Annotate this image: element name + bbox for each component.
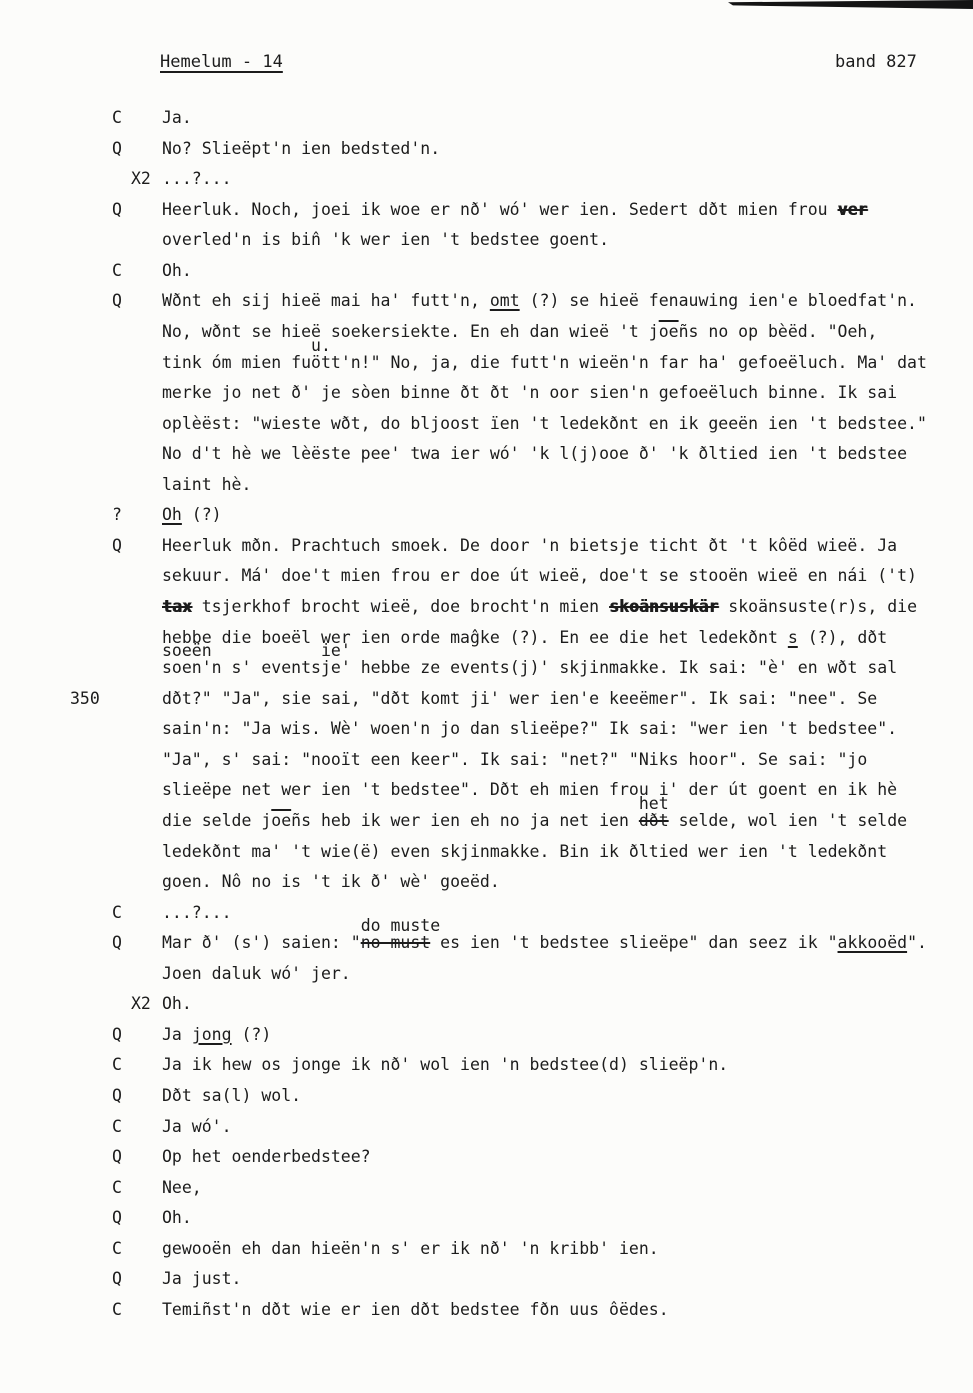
transcript-line xyxy=(0,623,973,654)
text-segment-plain: No d't hè we lèëste pee' twa ier wó' 'k l(j)ooe ð' 'k ðltied ien 't bedstee xyxy=(162,444,908,464)
transcript-line xyxy=(0,531,973,562)
transcript-line xyxy=(0,225,973,256)
text-segment xyxy=(291,811,639,830)
line-text xyxy=(0,409,973,440)
line-text xyxy=(0,592,973,623)
line-text xyxy=(0,103,973,134)
text-segment xyxy=(162,139,440,158)
speaker-label: Q xyxy=(112,933,122,953)
text-segment xyxy=(271,811,291,830)
line-text xyxy=(0,1173,973,1204)
text-segment xyxy=(162,1025,192,1044)
speaker-label: C xyxy=(112,1055,122,1075)
text-segment-plain: sain'n: "Ja wis. Wè' woen'n jo dan slieëpe?" Ik sai: "wer ien 't bedstee". xyxy=(162,719,898,739)
text-segment-plain: ...?... xyxy=(162,902,232,922)
speaker-label: X2 xyxy=(131,994,151,1014)
transcript-line xyxy=(0,1295,973,1326)
text-segment-strike: dðt xyxy=(638,810,669,830)
transcript-line xyxy=(0,684,973,715)
line-text xyxy=(0,916,973,959)
text-segment-plain: goen. Nô no is 't ik ð' wè' goeëd. xyxy=(162,872,500,892)
speaker-label: Q xyxy=(112,1269,122,1289)
transcript-line xyxy=(0,103,973,134)
text-segment-plain: Joen daluk wó' jer. xyxy=(162,963,351,983)
transcript-body xyxy=(0,103,973,1326)
transcript-line xyxy=(0,1081,973,1112)
transcript-line xyxy=(0,989,973,1020)
transcript-line xyxy=(0,775,973,806)
transcript-line xyxy=(0,745,973,776)
transcript-line xyxy=(0,837,973,868)
text-segment-plain: gewooën eh dan hieën'n s' er ik nð' 'n kribb' ien. xyxy=(162,1238,659,1258)
speaker-label: ? xyxy=(112,505,122,525)
text-segment xyxy=(232,1025,272,1044)
text-segment xyxy=(162,872,500,891)
speaker-label: Q xyxy=(112,1086,122,1105)
line-text xyxy=(0,531,973,562)
line-text xyxy=(0,1020,973,1051)
text-segment xyxy=(659,322,679,341)
text-segment-plain: selde, wol ien 't selde xyxy=(668,810,908,830)
speaker-label: X2 xyxy=(131,169,151,189)
speaker-label: Q xyxy=(112,1147,122,1167)
text-segment xyxy=(162,566,917,585)
text-segment xyxy=(351,658,897,677)
text-segment-o: $\overline{oe}$ xyxy=(658,321,679,341)
interlinear-correction: het xyxy=(638,793,669,813)
text-segment-plain: Op het oenderbedstee? xyxy=(162,1147,371,1167)
transcript-line xyxy=(0,867,973,898)
interlinear-correction: u. xyxy=(311,335,331,355)
line-text xyxy=(0,684,973,715)
text-segment-plain: Ja xyxy=(162,1024,192,1044)
transcript-line xyxy=(0,592,973,623)
text-segment xyxy=(162,383,897,402)
line-text xyxy=(0,959,973,990)
line-text xyxy=(0,1081,973,1112)
text-segment-plain: Dðt sa(l) wol. xyxy=(162,1086,302,1105)
text-segment xyxy=(788,628,798,647)
text-segment-xout: skoänsuskär xyxy=(609,597,719,616)
text-segment-plain: (?) xyxy=(181,505,222,525)
text-segment xyxy=(162,169,232,188)
text-segment-plain: "Ja", s' sai: "nooït een keer". Ik sai: "net?" "Niks hoor". Se sai: "jo xyxy=(162,749,868,769)
speaker-label: Q xyxy=(112,1024,122,1044)
text-segment-plain: (?), dðt xyxy=(797,627,888,647)
line-text xyxy=(0,256,973,287)
speaker-label: C xyxy=(112,902,122,922)
text-segment xyxy=(162,628,788,647)
speaker-label: C xyxy=(112,1116,122,1136)
text-segment-strike: no must xyxy=(360,933,431,953)
text-segment-plain: slieëpe net wer ien 't bedstee". Dðt eh mien frou i' der út goent en ik hè xyxy=(162,780,898,800)
transcript-line xyxy=(0,286,973,317)
speaker-label: C xyxy=(112,1238,122,1258)
text-segment xyxy=(182,505,222,524)
transcript-line xyxy=(0,898,973,929)
text-segment-u: jong xyxy=(191,1024,232,1044)
line-text xyxy=(0,1234,973,1265)
text-segment-plain: es ien 't bedstee slieëpe" dan seez ik " xyxy=(430,933,838,953)
text-segment-plain: tsjerkhof brocht wieë, doe brocht'n mien xyxy=(191,597,610,616)
page-header xyxy=(0,52,973,76)
line-text xyxy=(0,623,973,654)
text-segment xyxy=(192,597,609,616)
text-segment-plain: Ja. xyxy=(162,108,192,127)
page-title: Hemelum - 14 xyxy=(160,52,283,72)
speaker-label: Q xyxy=(112,535,122,555)
text-segment-plain: die selde j xyxy=(162,810,272,830)
text-segment-plain: skoänsuste(r)s, die xyxy=(718,597,918,616)
text-segment xyxy=(162,1239,659,1258)
text-segment-plain: hebbe die boeël wer ien orde maĝke (?). En ee die het ledekðnt xyxy=(162,627,788,647)
text-segment xyxy=(162,1269,241,1288)
transcript-line xyxy=(0,256,973,287)
line-text xyxy=(0,561,973,592)
text-segment xyxy=(162,536,897,555)
transcript-line xyxy=(0,1234,973,1265)
speaker-label: C xyxy=(112,1177,122,1197)
text-segment xyxy=(162,641,222,678)
text-segment-plain: soen'n xyxy=(162,658,222,678)
text-segment xyxy=(162,750,867,769)
text-segment-plain: Wðnt eh sij hieë mai ha' futt'n, xyxy=(162,291,490,311)
transcript-line xyxy=(0,470,973,501)
text-segment xyxy=(718,597,917,616)
text-segment xyxy=(162,444,907,463)
transcript-line xyxy=(0,1050,973,1081)
line-text xyxy=(0,1050,973,1081)
text-segment xyxy=(162,1086,301,1105)
transcript-line xyxy=(0,335,973,379)
transcript-line xyxy=(0,1264,973,1295)
text-segment-plain: hebbe ze events(j)' skjinmakke. Ik sai: "è' en wðt sal xyxy=(350,658,898,678)
text-segment xyxy=(430,933,837,952)
text-segment-plain: Oh. xyxy=(162,1208,192,1228)
transcript-line xyxy=(0,500,973,531)
text-segment xyxy=(162,108,192,127)
transcript-line xyxy=(0,378,973,409)
line-text xyxy=(0,641,973,684)
text-segment-plain: ñs heb ik wer ien eh no ja net ien xyxy=(291,810,639,830)
text-segment xyxy=(838,933,908,952)
line-text xyxy=(0,470,973,501)
line-text xyxy=(0,793,973,837)
text-segment-plain: ñs no op bèëd. "Oeh, xyxy=(678,321,878,341)
margin-line-number: 350 xyxy=(70,688,100,708)
text-segment xyxy=(381,353,927,372)
text-segment xyxy=(162,1300,669,1319)
text-segment-plain: No? Slieëpt'n ien bedsted'n. xyxy=(162,138,441,158)
text-segment xyxy=(907,933,927,952)
transcript-line xyxy=(0,439,973,470)
text-segment xyxy=(162,1178,202,1197)
text-segment-plain: je' xyxy=(320,658,351,678)
line-text xyxy=(0,867,973,898)
text-segment xyxy=(162,964,351,983)
text-segment-plain: Oh. xyxy=(162,994,192,1014)
text-segment xyxy=(162,597,192,616)
text-segment-plain: ött'n!" xyxy=(311,352,381,372)
line-text xyxy=(0,1264,973,1295)
text-segment xyxy=(162,230,609,249)
text-segment xyxy=(162,322,659,341)
transcript-line xyxy=(0,959,973,990)
text-segment xyxy=(520,291,917,310)
text-segment-plain: tink óm mien fu xyxy=(162,352,312,372)
text-segment-xout: tax xyxy=(162,597,192,616)
text-segment xyxy=(669,811,907,830)
transcript-line xyxy=(0,916,973,959)
transcript-line xyxy=(0,1142,973,1173)
interlinear-correction: do muste xyxy=(360,916,441,936)
transcript-line xyxy=(0,164,973,195)
speaker-label: Q xyxy=(112,199,122,219)
line-text xyxy=(0,1295,973,1326)
text-segment xyxy=(162,933,361,952)
text-segment-plain: dðt?" "Ja", sie sai, "dðt komt ji' wer ien'e keeëmer". Ik sai: "nee". Se xyxy=(162,688,878,708)
line-text xyxy=(0,775,973,806)
text-segment xyxy=(162,719,897,738)
text-segment-plain: Temiñst'n dðt wie er ien dðt bedstee fðn uus ôëdes. xyxy=(162,1299,669,1319)
transcript-line xyxy=(0,409,973,440)
text-segment-plain: Heerluk. Noch, joei ik woe er nð' wó' wer ien. Sedert dðt mien frou xyxy=(162,199,838,219)
line-text xyxy=(0,837,973,868)
text-segment xyxy=(162,811,271,830)
line-text xyxy=(0,898,973,929)
text-segment-plain: Oh. xyxy=(162,260,192,280)
text-segment xyxy=(320,641,351,678)
text-segment xyxy=(162,1117,232,1136)
text-segment xyxy=(162,353,311,372)
speaker-label: Q xyxy=(112,138,122,158)
text-segment xyxy=(162,994,192,1013)
text-segment xyxy=(162,903,232,922)
text-segment-plain: Mar ð' (s') saien: " xyxy=(162,933,361,953)
transcript-line xyxy=(0,1173,973,1204)
transcript-line xyxy=(0,195,973,226)
transcript-line xyxy=(0,317,973,348)
text-segment-plain: ledekðnt ma' 't wie(ë) even skjinmakke. Bin ik ðltied wer ien 't ledekðnt xyxy=(162,841,888,861)
transcript-line xyxy=(0,793,973,837)
line-text xyxy=(0,1112,973,1143)
text-segment-plain: oplèëst: "wieste wðt, do bljoost ïen 't ledekðnt en ik geeën ien 't bedstee." xyxy=(162,413,927,433)
text-segment-plain: merke jo net ð' je sòen binne ðt ðt 'n oor sien'n gefoeëluch binne. Ik sai xyxy=(162,383,898,403)
transcript-line xyxy=(0,1112,973,1143)
text-segment xyxy=(360,916,441,953)
text-segment-plain: No, wðnt se hieë soekersiekte. En eh dan wieë 't j xyxy=(162,321,659,341)
transcript-line xyxy=(0,1203,973,1234)
speaker-label: C xyxy=(112,108,122,127)
speaker-label: Q xyxy=(112,291,122,311)
text-segment-plain: sekuur. Má' doe't mien frou er doe út wieë, doe't se stooën wieë en nái ('t) xyxy=(162,566,917,586)
text-segment xyxy=(162,1147,371,1166)
line-text xyxy=(0,225,973,256)
text-segment xyxy=(638,793,669,830)
speaker-label: C xyxy=(112,1299,122,1319)
line-text xyxy=(0,378,973,409)
text-segment xyxy=(798,628,887,647)
text-segment-plain: Heerluk mðn. Prachtuch smoek. De door 'n bietsje ticht ðt 't kôëd wieë. Ja xyxy=(162,535,898,555)
text-segment-plain: Ja just. xyxy=(162,1269,242,1289)
text-segment-plain: Nee, xyxy=(162,1177,202,1197)
text-segment-plain: (?) se hieë fenauwing ien'e bloedfat'n. xyxy=(519,291,917,311)
line-text xyxy=(0,500,973,531)
text-segment xyxy=(162,261,192,280)
text-segment-u: akkooëd xyxy=(837,933,908,953)
text-segment xyxy=(311,335,381,372)
transcript-line xyxy=(0,561,973,592)
text-segment-plain: ...?... xyxy=(162,169,232,189)
text-segment xyxy=(162,1208,192,1227)
text-segment-u: s xyxy=(787,627,798,647)
speaker-label: C xyxy=(112,260,122,280)
text-segment xyxy=(490,291,520,310)
text-segment xyxy=(162,200,838,219)
text-segment xyxy=(162,414,927,433)
speaker-label: Q xyxy=(112,1208,122,1228)
line-text xyxy=(0,745,973,776)
line-text xyxy=(0,1142,973,1173)
transcript-line xyxy=(0,714,973,745)
line-text xyxy=(0,439,973,470)
text-segment-xout: ver xyxy=(837,199,868,219)
text-segment xyxy=(162,1055,728,1074)
band-number: band 827 xyxy=(835,52,917,72)
line-text xyxy=(0,335,973,379)
text-segment-u: Oh xyxy=(162,505,182,525)
line-text xyxy=(0,134,973,165)
line-text xyxy=(0,286,973,317)
text-segment xyxy=(162,780,897,799)
text-segment-plain: laint hè. xyxy=(162,474,252,494)
transcript-line xyxy=(0,641,973,684)
interlinear-correction: ie' xyxy=(320,641,351,661)
text-segment-plain: Ja wó'. xyxy=(162,1116,232,1136)
scan-artifact-bar xyxy=(728,0,973,9)
text-segment-plain: s' events xyxy=(221,658,321,678)
text-segment-plain: overled'n is bin̂ 'k wer ien 't bedstee goent. xyxy=(162,230,610,250)
text-segment xyxy=(192,1025,232,1044)
text-segment-plain: (?) xyxy=(231,1024,272,1044)
text-segment-o: $\overline{oe}$ xyxy=(271,810,292,830)
transcript-line xyxy=(0,1020,973,1051)
text-segment-u: omt xyxy=(489,291,520,311)
text-segment xyxy=(162,505,182,524)
text-segment xyxy=(162,689,877,708)
text-segment xyxy=(162,291,490,310)
text-segment-plain: Ja ik hew os jonge ik nð' wol ien 'n bedstee(d) slieëp'n. xyxy=(162,1055,729,1075)
text-segment xyxy=(838,200,868,219)
text-segment xyxy=(679,322,878,341)
text-segment xyxy=(162,842,887,861)
line-text xyxy=(0,1203,973,1234)
line-text xyxy=(0,317,973,348)
text-segment-plain: No, ja, die futt'n wieën'n far ha' gefoeëluch. Ma' dat xyxy=(380,352,927,372)
line-text xyxy=(0,195,973,226)
interlinear-correction: soeën xyxy=(162,641,212,661)
line-text xyxy=(0,714,973,745)
text-segment xyxy=(609,597,718,616)
text-segment-plain: ". xyxy=(907,933,927,953)
transcript-line xyxy=(0,134,973,165)
text-segment xyxy=(162,475,251,494)
text-segment xyxy=(222,658,321,677)
